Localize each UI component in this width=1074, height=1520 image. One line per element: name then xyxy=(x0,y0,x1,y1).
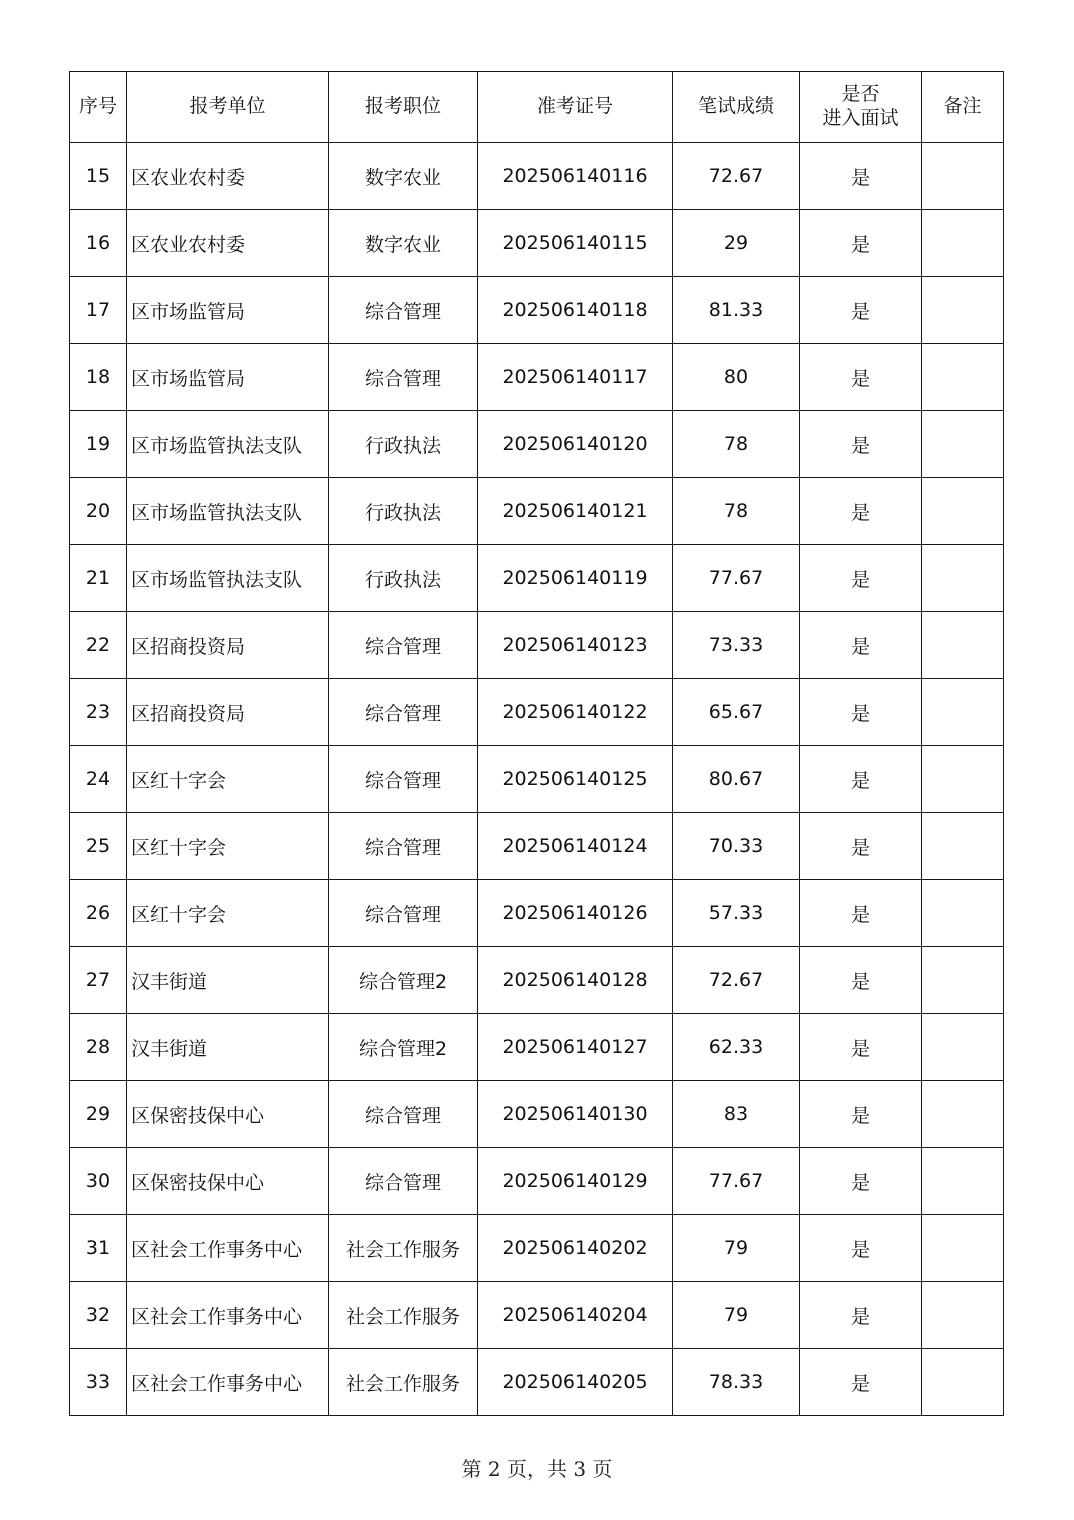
cell-interview: 是 xyxy=(800,1148,922,1215)
table-row xyxy=(70,813,1004,880)
cell-remark xyxy=(922,612,1004,679)
cell-seq: 15 xyxy=(70,143,127,210)
cell-unit: 区市场监管执法支队 xyxy=(127,545,329,612)
table-row xyxy=(70,1014,1004,1081)
cell-unit: 区社会工作事务中心 xyxy=(127,1282,329,1349)
cell-position: 综合管理2 xyxy=(329,1014,478,1081)
cell-interview: 是 xyxy=(800,344,922,411)
cell-seq: 16 xyxy=(70,210,127,277)
cell-remark xyxy=(922,1014,1004,1081)
cell-seq: 21 xyxy=(70,545,127,612)
cell-remark xyxy=(922,143,1004,210)
cell-position: 综合管理 xyxy=(329,344,478,411)
cell-ticket: 202506140121 xyxy=(478,478,673,545)
cell-ticket: 202506140123 xyxy=(478,612,673,679)
cell-remark xyxy=(922,478,1004,545)
cell-remark xyxy=(922,1148,1004,1215)
cell-unit: 区农业农村委 xyxy=(127,143,329,210)
cell-remark xyxy=(922,1349,1004,1416)
cell-score: 79 xyxy=(673,1215,800,1282)
cell-seq: 24 xyxy=(70,746,127,813)
cell-interview: 是 xyxy=(800,880,922,947)
cell-score: 57.33 xyxy=(673,880,800,947)
cell-interview: 是 xyxy=(800,679,922,746)
header-interview xyxy=(800,72,922,143)
table-body xyxy=(70,143,1004,1416)
cell-position: 综合管理 xyxy=(329,880,478,947)
cell-unit: 区保密技保中心 xyxy=(127,1148,329,1215)
cell-score: 78 xyxy=(673,478,800,545)
cell-unit: 汉丰街道 xyxy=(127,1014,329,1081)
cell-position: 社会工作服务 xyxy=(329,1215,478,1282)
cell-ticket: 202506140120 xyxy=(478,411,673,478)
cell-seq: 19 xyxy=(70,411,127,478)
cell-position: 综合管理 xyxy=(329,813,478,880)
cell-position: 综合管理 xyxy=(329,1081,478,1148)
cell-score: 79 xyxy=(673,1282,800,1349)
header-remark: 备注 xyxy=(922,72,1004,143)
header-seq: 序号 xyxy=(70,72,127,143)
cell-unit: 区市场监管执法支队 xyxy=(127,411,329,478)
table-row xyxy=(70,612,1004,679)
cell-score: 62.33 xyxy=(673,1014,800,1081)
cell-position: 综合管理 xyxy=(329,1148,478,1215)
cell-ticket: 202506140204 xyxy=(478,1282,673,1349)
cell-seq: 20 xyxy=(70,478,127,545)
cell-interview: 是 xyxy=(800,746,922,813)
cell-position: 综合管理2 xyxy=(329,947,478,1014)
cell-ticket: 202506140205 xyxy=(478,1349,673,1416)
cell-ticket: 202506140130 xyxy=(478,1081,673,1148)
table-row xyxy=(70,210,1004,277)
cell-ticket: 202506140117 xyxy=(478,344,673,411)
cell-remark xyxy=(922,344,1004,411)
cell-seq: 18 xyxy=(70,344,127,411)
cell-interview: 是 xyxy=(800,947,922,1014)
cell-seq: 29 xyxy=(70,1081,127,1148)
cell-score: 73.33 xyxy=(673,612,800,679)
cell-remark xyxy=(922,210,1004,277)
cell-unit: 区社会工作事务中心 xyxy=(127,1349,329,1416)
cell-score: 81.33 xyxy=(673,277,800,344)
cell-interview: 是 xyxy=(800,612,922,679)
cell-seq: 22 xyxy=(70,612,127,679)
cell-seq: 25 xyxy=(70,813,127,880)
cell-ticket: 202506140127 xyxy=(478,1014,673,1081)
cell-ticket: 202506140118 xyxy=(478,277,673,344)
header-unit: 报考单位 xyxy=(127,72,329,143)
cell-ticket: 202506140125 xyxy=(478,746,673,813)
cell-interview: 是 xyxy=(800,1282,922,1349)
header-score: 笔试成绩 xyxy=(673,72,800,143)
cell-position: 综合管理 xyxy=(329,679,478,746)
cell-position: 行政执法 xyxy=(329,478,478,545)
header-position: 报考职位 xyxy=(329,72,478,143)
cell-unit: 汉丰街道 xyxy=(127,947,329,1014)
cell-seq: 23 xyxy=(70,679,127,746)
cell-score: 78.33 xyxy=(673,1349,800,1416)
table-row xyxy=(70,880,1004,947)
cell-score: 29 xyxy=(673,210,800,277)
cell-interview: 是 xyxy=(800,545,922,612)
table-row xyxy=(70,344,1004,411)
cell-ticket: 202506140126 xyxy=(478,880,673,947)
table-row xyxy=(70,1081,1004,1148)
cell-seq: 32 xyxy=(70,1282,127,1349)
header-interview-line2: 进入面试 xyxy=(822,107,899,129)
cell-score: 80.67 xyxy=(673,746,800,813)
page-number-footer: 第 2 页，共 3 页 xyxy=(461,1457,613,1481)
cell-position: 社会工作服务 xyxy=(329,1349,478,1416)
cell-score: 78 xyxy=(673,411,800,478)
cell-score: 80 xyxy=(673,344,800,411)
cell-position: 行政执法 xyxy=(329,411,478,478)
cell-seq: 31 xyxy=(70,1215,127,1282)
cell-position: 行政执法 xyxy=(329,545,478,612)
cell-unit: 区市场监管执法支队 xyxy=(127,478,329,545)
cell-ticket: 202506140128 xyxy=(478,947,673,1014)
table-row xyxy=(70,411,1004,478)
cell-score: 72.67 xyxy=(673,947,800,1014)
cell-interview: 是 xyxy=(800,1349,922,1416)
header-interview-line1: 是否 xyxy=(841,83,880,106)
cell-unit: 区市场监管局 xyxy=(127,344,329,411)
exam-score-table xyxy=(69,71,1004,1416)
cell-remark xyxy=(922,947,1004,1014)
cell-score: 77.67 xyxy=(673,545,800,612)
cell-score: 77.67 xyxy=(673,1148,800,1215)
cell-interview: 是 xyxy=(800,411,922,478)
cell-remark xyxy=(922,411,1004,478)
table-row xyxy=(70,1349,1004,1416)
cell-remark xyxy=(922,1282,1004,1349)
cell-score: 72.67 xyxy=(673,143,800,210)
table-row xyxy=(70,1215,1004,1282)
cell-unit: 区社会工作事务中心 xyxy=(127,1215,329,1282)
table-row xyxy=(70,277,1004,344)
table-row xyxy=(70,143,1004,210)
table-row xyxy=(70,947,1004,1014)
cell-position: 综合管理 xyxy=(329,277,478,344)
cell-unit: 区招商投资局 xyxy=(127,679,329,746)
cell-unit: 区市场监管局 xyxy=(127,277,329,344)
cell-score: 70.33 xyxy=(673,813,800,880)
cell-position: 综合管理 xyxy=(329,746,478,813)
cell-seq: 30 xyxy=(70,1148,127,1215)
table-row xyxy=(70,679,1004,746)
table-row xyxy=(70,746,1004,813)
cell-remark xyxy=(922,1215,1004,1282)
cell-ticket: 202506140116 xyxy=(478,143,673,210)
cell-ticket: 202506140124 xyxy=(478,813,673,880)
table-row xyxy=(70,478,1004,545)
cell-unit: 区保密技保中心 xyxy=(127,1081,329,1148)
cell-ticket: 202506140115 xyxy=(478,210,673,277)
cell-interview: 是 xyxy=(800,813,922,880)
cell-unit: 区农业农村委 xyxy=(127,210,329,277)
cell-score: 83 xyxy=(673,1081,800,1148)
cell-position: 数字农业 xyxy=(329,210,478,277)
cell-ticket: 202506140129 xyxy=(478,1148,673,1215)
cell-interview: 是 xyxy=(800,1081,922,1148)
cell-ticket: 202506140122 xyxy=(478,679,673,746)
cell-remark xyxy=(922,1081,1004,1148)
cell-position: 社会工作服务 xyxy=(329,1282,478,1349)
cell-ticket: 202506140119 xyxy=(478,545,673,612)
cell-seq: 28 xyxy=(70,1014,127,1081)
cell-remark xyxy=(922,679,1004,746)
cell-remark xyxy=(922,880,1004,947)
table-header-row xyxy=(70,72,1004,143)
table-row xyxy=(70,1148,1004,1215)
cell-position: 综合管理 xyxy=(329,612,478,679)
cell-remark xyxy=(922,545,1004,612)
cell-remark xyxy=(922,746,1004,813)
cell-score: 65.67 xyxy=(673,679,800,746)
cell-unit: 区招商投资局 xyxy=(127,612,329,679)
cell-interview: 是 xyxy=(800,277,922,344)
cell-position: 数字农业 xyxy=(329,143,478,210)
cell-remark xyxy=(922,813,1004,880)
cell-interview: 是 xyxy=(800,478,922,545)
cell-interview: 是 xyxy=(800,210,922,277)
cell-seq: 33 xyxy=(70,1349,127,1416)
table-row xyxy=(70,1282,1004,1349)
cell-seq: 17 xyxy=(70,277,127,344)
cell-unit: 区红十字会 xyxy=(127,813,329,880)
table-row xyxy=(70,545,1004,612)
cell-remark xyxy=(922,277,1004,344)
cell-unit: 区红十字会 xyxy=(127,880,329,947)
cell-interview: 是 xyxy=(800,143,922,210)
cell-interview: 是 xyxy=(800,1215,922,1282)
cell-seq: 26 xyxy=(70,880,127,947)
cell-interview: 是 xyxy=(800,1014,922,1081)
cell-seq: 27 xyxy=(70,947,127,1014)
cell-ticket: 202506140202 xyxy=(478,1215,673,1282)
cell-unit: 区红十字会 xyxy=(127,746,329,813)
header-ticket: 准考证号 xyxy=(478,72,673,143)
